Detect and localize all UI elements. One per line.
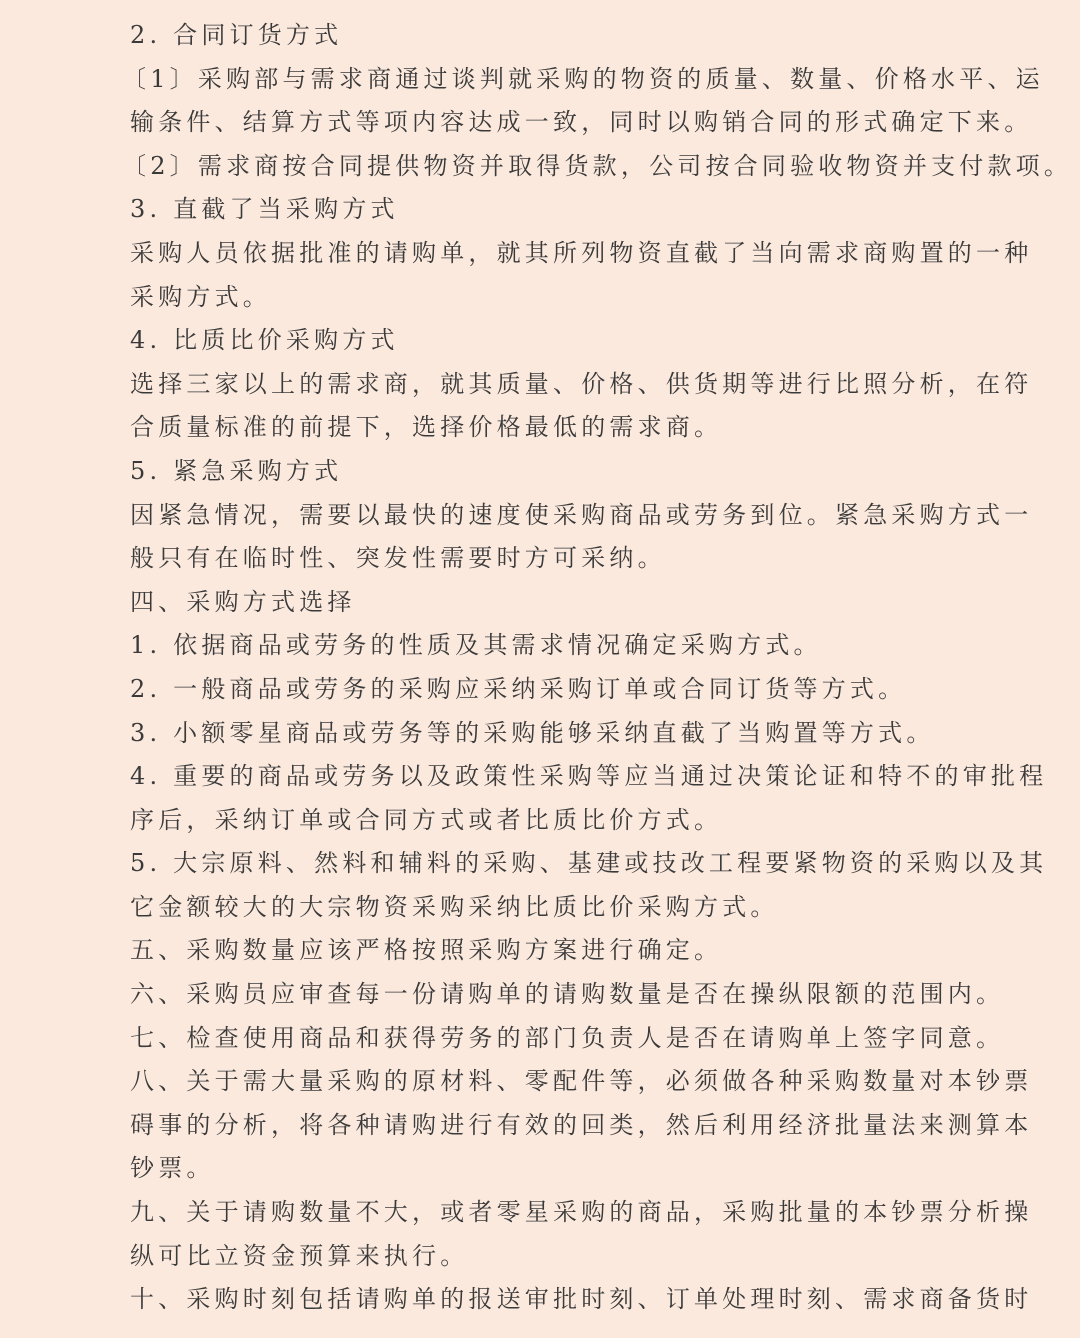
paragraph-line: 〔2〕需求商按合同提供物资并取得货款，公司按合同验收物资并支付款项。 — [122, 151, 1073, 180]
paragraph-line: 碍事的分析，将各种请购进行有效的回类，然后利用经济批量法来测算本 — [130, 1110, 1033, 1139]
list-item: 3. 小额零星商品或劳务等的采购能够采纳直截了当购置等方式。 — [130, 718, 935, 747]
heading-urgent-purchase: 5. 紧急采购方式 — [130, 456, 343, 485]
list-item: 5. 大宗原料、然料和辅料的采购、基建或技改工程要紧物资的采购以及其 — [130, 849, 1048, 878]
section-heading-6: 六、采购员应审查每一份请购单的请购数量是否在操纵限额的范围内。 — [130, 980, 1005, 1009]
heading-direct-purchase: 3. 直截了当采购方式 — [130, 195, 399, 224]
list-item: 1. 依据商品或劳务的性质及其需求情况确定采购方式。 — [130, 631, 822, 660]
paragraph-line: 选择三家以上的需求商，就其质量、价格、供货期等进行比照分析，在符 — [130, 369, 1033, 398]
section-heading-8: 八、关于需大量采购的原材料、零配件等，必须做各种采购数量对本钞票 — [130, 1067, 1033, 1096]
paragraph-line: 〔1〕采购部与需求商通过谈判就采购的物资的质量、数量、价格水平、运 — [122, 64, 1044, 93]
heading-contract-ordering: 2. 合同订货方式 — [130, 21, 343, 49]
paragraph-line: 因紧急情况，需要以最快的速度使采购商品或劳务到位。紧急采购方式一 — [130, 500, 1033, 529]
paragraph-line: 纵可比立资金预算来执行。 — [130, 1241, 469, 1270]
paragraph-line: 输条件、结算方式等项内容达成一致，同时以购销合同的形式确定下来。 — [130, 108, 1033, 137]
section-heading-9: 九、关于请购数量不大，或者零星采购的商品，采购批量的本钞票分析操 — [130, 1198, 1033, 1227]
list-item: 2. 一般商品或劳务的采购应采纳采购订单或合同订货等方式。 — [130, 674, 907, 703]
paragraph-line: 采购人员依据批准的请购单，就其所列物资直截了当向需求商购置的一种 — [130, 238, 1033, 267]
paragraph-line: 它金额较大的大宗物资采购采纳比质比价采购方式。 — [130, 892, 779, 921]
heading-compare-purchase: 4. 比质比价采购方式 — [130, 326, 399, 355]
paragraph-line: 采购方式。 — [130, 282, 271, 311]
paragraph-line: 序后，采纳订单或合同方式或者比质比价方式。 — [130, 805, 723, 834]
list-item: 4. 重要的商品或劳务以及政策性采购等应当通过决策论证和特不的审批程 — [130, 762, 1048, 791]
section-heading-7: 七、检查使用商品和获得劳务的部门负责人是否在请购单上签字同意。 — [130, 1023, 1005, 1052]
paragraph-line: 般只有在临时性、突发性需要时方可采纳。 — [130, 544, 666, 573]
paragraph-line: 合质量标准的前提下，选择价格最低的需求商。 — [130, 413, 723, 442]
section-heading-4: 四、采购方式选择 — [130, 587, 356, 616]
section-heading-5: 五、采购数量应该严格按照采购方案进行确定。 — [130, 936, 723, 965]
section-heading-10: 十、采购时刻包括请购单的报送审批时刻、订单处理时刻、需求商备货时 — [130, 1285, 1033, 1314]
paragraph-line: 钞票。 — [130, 1154, 215, 1183]
